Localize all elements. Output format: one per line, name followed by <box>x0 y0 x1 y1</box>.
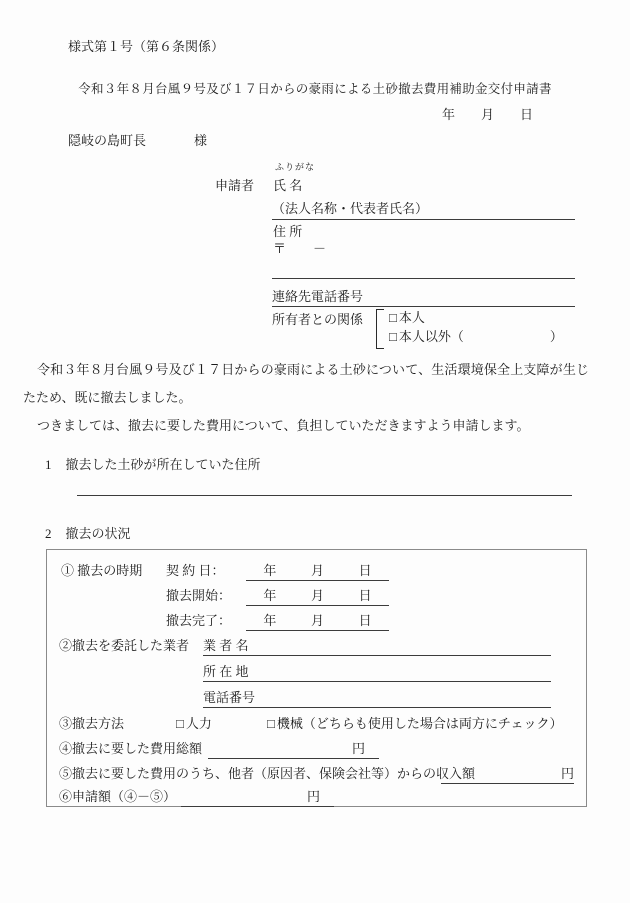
postal-row[interactable] <box>273 240 326 258</box>
contract-date-field[interactable] <box>246 562 389 581</box>
yen-label: 円 <box>560 766 574 781</box>
item2-label: ②撤去を委託した業者 <box>59 638 190 653</box>
section-1-number: 1 <box>45 457 52 472</box>
furigana-label: ふりがな <box>275 162 316 172</box>
contract-date-label: 契 約 日： <box>166 563 225 578</box>
month-label: 月 <box>311 588 325 603</box>
addressee-name: 隠岐の島町長 <box>68 133 147 148</box>
date-header: 年 月 日 <box>441 107 533 122</box>
total-cost-row <box>47 740 586 759</box>
line-tail <box>365 740 379 758</box>
vendor-address-label: 所 在 地 <box>203 664 249 679</box>
removal-start-row <box>47 587 586 606</box>
address-label: 住 所 <box>273 224 303 239</box>
owner-option-other-label: 本人以外 <box>398 329 451 344</box>
yen-label: 円 <box>351 741 365 756</box>
removal-period-contract-row <box>47 562 586 581</box>
method-manual-option[interactable] <box>176 715 212 733</box>
year-label: 年 <box>263 588 277 603</box>
method-machine-option[interactable] <box>267 715 562 733</box>
item3-label: ③撤去方法 <box>59 716 125 731</box>
vendor-name-field[interactable] <box>203 637 551 656</box>
vendor-address-field[interactable] <box>203 663 551 682</box>
item1-label: ① 撤去の時期 <box>61 563 143 578</box>
application-amount-row <box>47 788 586 807</box>
method-machine-label: 機械（どちらも使用した場合は両方にチェック） <box>276 716 563 731</box>
month-label: 月 <box>311 563 325 578</box>
other-income-field[interactable] <box>441 765 574 784</box>
checkbox-machine-icon[interactable]: □ <box>267 716 275 731</box>
section-2-number: 2 <box>45 526 52 541</box>
section-1-title: 撤去した土砂が所在していた住所 <box>65 457 261 472</box>
applicant-label: 申請者 <box>215 178 255 193</box>
paren-open: （ <box>450 329 464 344</box>
form-title: 令和３年８月台風９号及び１７日からの豪雨による土砂撤去費用補助金交付申請書 <box>78 82 552 96</box>
postal-mark-icon: 〒 <box>273 241 287 256</box>
owner-option-self-label: 本人 <box>398 310 425 325</box>
address-field[interactable] <box>272 259 575 279</box>
day-label: 日 <box>358 563 372 578</box>
owner-option-self[interactable] <box>389 309 425 327</box>
item5-label: ⑤撤去に要した費用のうち、他者（原因者、保険会社等）からの収入額 <box>59 766 476 781</box>
vendor-address-row <box>47 663 586 682</box>
other-income-row <box>47 765 586 784</box>
vendor-name-label: 業 者 名 <box>203 638 249 653</box>
name-label: 氏 名 <box>273 178 303 193</box>
vendor-phone-row <box>47 689 586 708</box>
removal-start-date-field[interactable] <box>246 587 389 606</box>
day-label: 日 <box>358 613 372 628</box>
body-text <box>23 356 589 440</box>
bracket-icon <box>376 309 384 349</box>
phone-field[interactable] <box>272 288 575 307</box>
addressee-honorific: 様 <box>194 133 208 148</box>
method-manual-label: 人力 <box>185 716 212 731</box>
total-cost-field[interactable] <box>208 740 379 759</box>
owner-relation-label: 所有者との関係 <box>272 312 364 327</box>
checkbox-manual-icon[interactable]: □ <box>176 716 184 731</box>
year-label: 年 <box>263 563 277 578</box>
removal-complete-row <box>47 612 586 631</box>
corporate-name-label: （法人名称・代表者氏名） <box>272 201 429 216</box>
postal-separator: － <box>313 241 327 256</box>
section-1-heading <box>45 456 261 474</box>
application-amount-field[interactable] <box>181 788 334 807</box>
checkbox-self-icon[interactable]: □ <box>389 310 397 325</box>
paren-close: ） <box>549 329 563 344</box>
year-label: 年 <box>263 613 277 628</box>
line-tail <box>320 788 334 806</box>
amount-blank[interactable] <box>441 765 561 783</box>
item4-label: ④撤去に要した費用総額 <box>59 741 203 756</box>
section-2-title: 撤去の状況 <box>65 526 131 541</box>
vendor-phone-field[interactable] <box>203 689 551 708</box>
sediment-address-field[interactable] <box>77 480 572 496</box>
section-2-heading <box>45 525 131 543</box>
removal-start-label: 撤去開始： <box>166 588 232 603</box>
paragraph-2: つきましては、撤去に要した費用について、負担していただきますよう申請します。 <box>37 418 530 433</box>
removal-method-row <box>47 715 586 734</box>
vendor-name-row <box>47 637 586 656</box>
phone-label: 連絡先電話番号 <box>272 289 364 304</box>
yen-label: 円 <box>306 789 320 804</box>
item6-label: ⑥申請額（④－⑤） <box>59 789 177 804</box>
paragraph-1: 令和３年８月台風９号及び１７日からの豪雨による土砂について、生活環境保全上支障が生じたため、既に撤去しました。 <box>23 362 589 405</box>
amount-blank[interactable] <box>181 788 307 806</box>
removal-complete-date-field[interactable] <box>246 612 389 631</box>
addressee-row <box>68 132 207 150</box>
form-number: 様式第１号（第６条関係） <box>68 39 225 54</box>
removal-status-box <box>46 549 587 807</box>
amount-blank[interactable] <box>208 740 352 758</box>
checkbox-other-icon[interactable]: □ <box>389 329 397 344</box>
removal-complete-label: 撤去完了： <box>166 613 232 628</box>
month-label: 月 <box>311 613 325 628</box>
day-label: 日 <box>358 588 372 603</box>
owner-option-other[interactable] <box>389 328 563 346</box>
corporate-name-field[interactable] <box>272 200 575 220</box>
vendor-phone-label: 電話番号 <box>203 690 256 705</box>
